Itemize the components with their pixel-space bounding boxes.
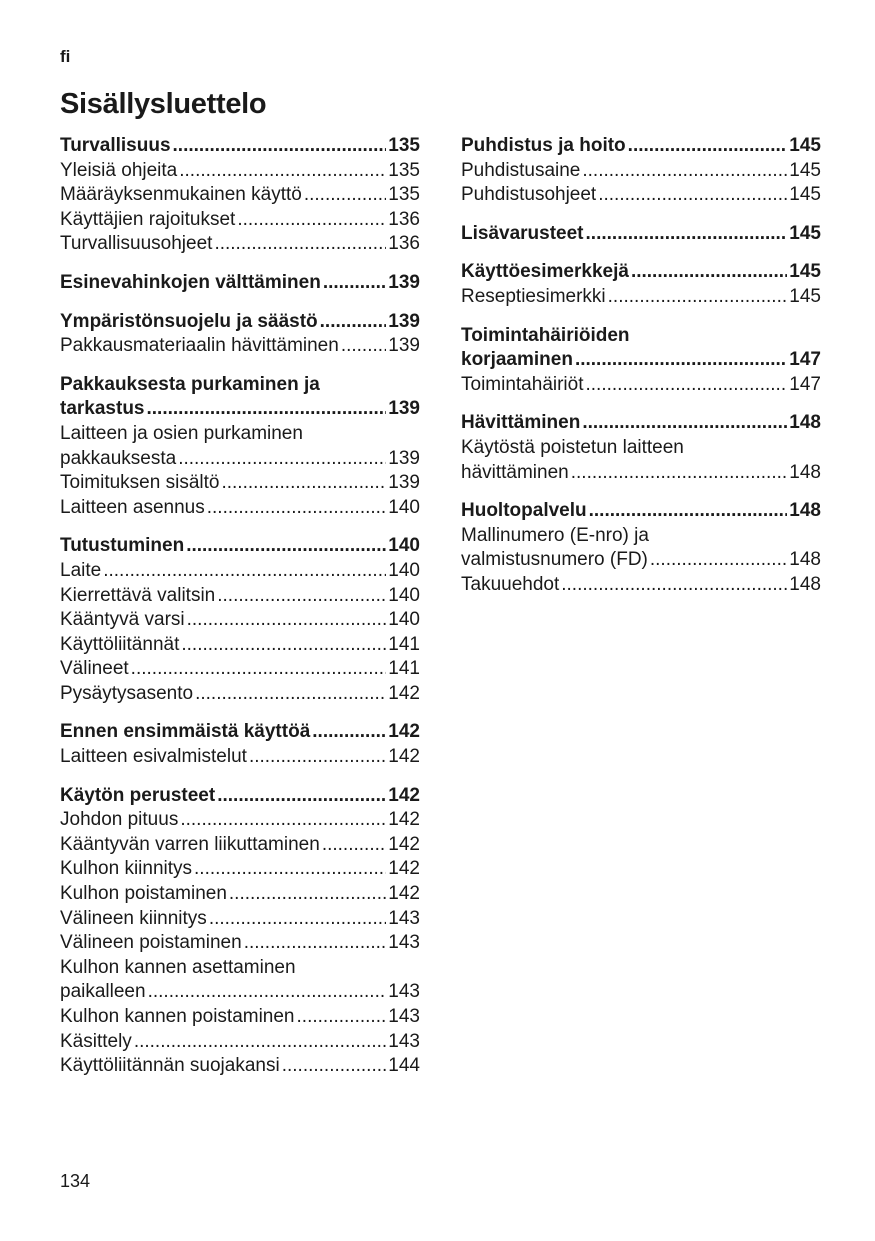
toc-heading-text: Lisävarusteet — [461, 222, 584, 244]
toc-heading-text: Ennen ensimmäistä käyttöä — [60, 721, 311, 743]
dot-leader — [194, 857, 386, 882]
toc-entry[interactable] — [60, 882, 420, 907]
toc-heading-line1: Pakkauksesta purkaminen ja — [60, 373, 320, 395]
toc-section — [60, 310, 420, 359]
toc-entry-text: Laitteen esivalmistelut — [60, 746, 247, 768]
toc-entry[interactable] — [60, 208, 420, 233]
toc-entry[interactable] — [60, 833, 420, 858]
page-ref: 135 — [388, 159, 420, 181]
dot-leader — [631, 260, 787, 285]
dot-leader — [214, 232, 386, 257]
toc-heading[interactable] — [461, 348, 821, 373]
dot-leader — [209, 907, 386, 932]
toc-heading-text: Käyttöesimerkkejä — [461, 261, 629, 283]
toc-heading[interactable] — [60, 271, 420, 296]
dot-leader — [244, 931, 387, 956]
toc-entry-text: Kääntyvän varren liikuttaminen — [60, 833, 320, 855]
toc-entry-text: Käyttöliitännän suojakansi — [60, 1055, 280, 1077]
dot-leader — [650, 548, 787, 573]
dot-leader — [628, 134, 788, 159]
dot-leader — [187, 608, 387, 633]
toc-heading[interactable] — [461, 499, 821, 524]
toc-entry-text: Kulhon kannen poistaminen — [60, 1006, 295, 1027]
page-ref: 145 — [789, 285, 821, 307]
toc-entry-text: pakkauksesta — [60, 447, 177, 469]
page-ref: 143 — [388, 1006, 420, 1027]
toc-entry[interactable] — [60, 584, 420, 609]
toc-entry-text: Toimintahäiriöt — [461, 373, 584, 395]
toc-entry-text: Kulhon poistaminen — [60, 883, 227, 905]
page-ref: 136 — [388, 208, 420, 230]
toc-entry-text: Kulhon kiinnitys — [60, 858, 193, 880]
toc-heading[interactable] — [461, 411, 821, 436]
page-ref: 142 — [388, 809, 420, 831]
toc-entry-text: Pakkausmateriaalin hävittäminen — [60, 335, 339, 357]
toc-entry[interactable] — [461, 183, 821, 208]
dot-leader — [229, 882, 386, 907]
dot-leader — [180, 808, 386, 833]
toc-section — [461, 324, 821, 398]
page-ref: 140 — [388, 496, 420, 518]
toc-entry[interactable] — [60, 1005, 420, 1030]
dot-leader — [186, 534, 386, 559]
toc-entry-text: paikalleen — [60, 981, 146, 1003]
toc-heading[interactable] — [60, 310, 420, 335]
toc-entry[interactable] — [60, 496, 420, 521]
dot-leader — [103, 559, 386, 584]
dot-leader — [608, 285, 788, 310]
page-ref: 139 — [388, 310, 420, 332]
toc-entry[interactable] — [60, 447, 420, 472]
page-ref: 139 — [388, 335, 420, 357]
toc-heading[interactable] — [461, 134, 821, 159]
toc-entry[interactable] — [60, 857, 420, 882]
toc-entry[interactable] — [60, 334, 420, 359]
toc-entry-text: Toimituksen sisältö — [60, 472, 220, 494]
toc-entry-line1: Laitteen ja osien purkaminen — [60, 422, 303, 444]
toc-entry[interactable] — [60, 608, 420, 633]
toc-entry[interactable] — [60, 907, 420, 932]
page-ref: 142 — [388, 784, 420, 806]
toc-section — [461, 222, 821, 247]
toc-heading[interactable] — [461, 260, 821, 285]
toc-entry-line1: Mallinumero (E-nro) ja — [461, 524, 649, 546]
page-ref: 136 — [388, 233, 420, 255]
toc-heading-text: Käytön perusteet — [60, 784, 216, 806]
toc-entry[interactable] — [461, 548, 821, 573]
toc-heading-text: Hävittäminen — [461, 412, 581, 434]
toc-entry-text: Yleisiä ohjeita — [60, 159, 178, 181]
toc-heading[interactable] — [461, 222, 821, 247]
dot-leader — [217, 784, 386, 809]
page-ref: 148 — [789, 549, 821, 571]
toc-section — [60, 784, 420, 1079]
toc-heading[interactable] — [60, 534, 420, 559]
toc-heading-text: Huoltopalvelu — [461, 500, 587, 522]
toc-entry-text: Käyttöliitännät — [60, 633, 180, 655]
toc-section — [60, 720, 420, 769]
toc-entry-line1: Kulhon kannen asettaminen — [60, 956, 296, 978]
toc-entry[interactable] — [461, 285, 821, 310]
dot-leader — [322, 833, 386, 858]
dot-leader — [297, 1005, 387, 1030]
toc-section — [60, 534, 420, 706]
toc-section — [461, 499, 821, 597]
dot-leader — [575, 348, 787, 373]
toc-heading-text: tarkastus — [60, 398, 145, 420]
toc-entry-text: Kierrettävä valitsin — [60, 584, 216, 606]
toc-entry-text: Välineen poistaminen — [60, 932, 242, 954]
dot-leader — [561, 573, 787, 598]
toc-section — [461, 411, 821, 485]
page-ref: 143 — [388, 907, 420, 929]
page-ref: 139 — [388, 447, 420, 469]
toc-right-column — [461, 134, 821, 612]
toc-entry-text: Laitteen asennus — [60, 496, 205, 518]
toc-entry-text: Reseptiesimerkki — [461, 285, 606, 307]
dot-leader — [181, 633, 386, 658]
dot-leader — [282, 1054, 387, 1079]
toc-entry-text: Pysäytysasento — [60, 682, 194, 704]
dot-leader — [134, 1030, 386, 1055]
page-ref: 142 — [388, 833, 420, 855]
toc-entry[interactable] — [60, 633, 420, 658]
dot-leader — [323, 271, 386, 296]
toc-entry[interactable] — [60, 931, 420, 956]
dot-leader — [582, 411, 787, 436]
page-ref: 148 — [789, 573, 821, 595]
toc-entry[interactable] — [60, 1030, 420, 1055]
toc-heading-text: Puhdistus ja hoito — [461, 135, 626, 156]
toc-entry[interactable] — [60, 471, 420, 496]
page-ref: 142 — [388, 858, 420, 880]
toc-entry-text: Käsittely — [60, 1030, 132, 1052]
page-ref: 145 — [789, 261, 821, 283]
toc-entry-text: Takuuehdot — [461, 573, 560, 595]
page-ref: 140 — [388, 584, 420, 606]
dot-leader — [589, 499, 788, 524]
page-ref: 145 — [789, 222, 821, 244]
page-ref: 147 — [789, 349, 821, 371]
toc-section — [60, 373, 420, 521]
toc-entry[interactable] — [60, 682, 420, 707]
toc-section — [461, 260, 821, 309]
page-ref: 148 — [789, 412, 821, 434]
page-ref: 142 — [388, 883, 420, 905]
dot-leader — [582, 159, 787, 184]
page-ref: 143 — [388, 932, 420, 954]
toc-heading-text: Tutustuminen — [60, 535, 185, 557]
page-ref: 147 — [789, 373, 821, 395]
page-ref: 139 — [388, 472, 420, 494]
toc-entry[interactable] — [60, 1054, 420, 1079]
dot-leader — [131, 657, 387, 682]
toc-entry[interactable] — [60, 559, 420, 584]
page-ref: 135 — [388, 135, 420, 156]
toc-entry[interactable] — [60, 232, 420, 257]
toc-entry-text: Kääntyvä varsi — [60, 609, 185, 631]
toc-entry-text: hävittäminen — [461, 461, 569, 483]
page-title: Sisällysluettelo — [60, 88, 267, 120]
toc-entry[interactable] — [461, 461, 821, 486]
toc-entry-text: Turvallisuusohjeet — [60, 233, 213, 255]
toc-heading[interactable] — [60, 134, 420, 159]
dot-leader — [312, 720, 386, 745]
page-ref: 145 — [789, 135, 821, 156]
toc-entry-text: Määräyksenmukainen käyttö — [60, 184, 302, 206]
toc-section — [60, 271, 420, 296]
page-ref: 139 — [388, 271, 420, 293]
toc-entry-text: Puhdistusohjeet — [461, 184, 597, 206]
dot-leader — [179, 159, 386, 184]
page-ref: 140 — [388, 609, 420, 631]
toc-entry-text: Puhdistusaine — [461, 159, 581, 181]
dot-leader — [249, 745, 386, 770]
language-code: fi — [60, 47, 71, 66]
toc-entry-text: Välineet — [60, 658, 129, 680]
page-ref: 142 — [388, 682, 420, 704]
page-ref: 148 — [789, 500, 821, 522]
toc-entry-line1: Käytöstä poistetun laitteen — [461, 436, 684, 458]
page-ref: 144 — [388, 1055, 420, 1077]
toc-entry[interactable] — [461, 573, 821, 598]
page-ref: 143 — [388, 981, 420, 1003]
page-ref: 142 — [388, 721, 420, 743]
dot-leader — [195, 682, 386, 707]
dot-leader — [320, 310, 387, 335]
dot-leader — [148, 980, 387, 1005]
dot-leader — [237, 208, 386, 233]
page-ref: 141 — [388, 633, 420, 655]
toc-entry[interactable] — [60, 159, 420, 184]
toc-heading-text: Esinevahinkojen välttäminen — [60, 271, 321, 293]
toc-heading[interactable] — [60, 720, 420, 745]
page-ref: 142 — [388, 746, 420, 768]
toc-entry[interactable] — [60, 980, 420, 1005]
page-ref: 141 — [388, 658, 420, 680]
dot-leader — [598, 183, 787, 208]
toc-left-column — [60, 134, 420, 1093]
dot-leader — [217, 584, 386, 609]
toc-entry[interactable] — [60, 745, 420, 770]
toc-heading-text: Turvallisuus — [60, 135, 171, 156]
page-ref: 145 — [789, 159, 821, 181]
dot-leader — [207, 496, 387, 521]
toc-heading[interactable] — [60, 397, 420, 422]
page-ref: 143 — [388, 1030, 420, 1052]
toc-entry-text: valmistusnumero (FD) — [461, 549, 648, 571]
toc-entry-text: Laite — [60, 559, 102, 581]
page-ref: 135 — [388, 184, 420, 206]
dot-leader — [147, 397, 387, 422]
dot-leader — [586, 373, 788, 398]
dot-leader — [571, 461, 788, 486]
toc-entry-text: Välineen kiinnitys — [60, 907, 207, 929]
dot-leader — [178, 447, 386, 472]
dot-leader — [341, 334, 386, 359]
toc-entry[interactable] — [461, 373, 821, 398]
toc-section — [60, 134, 420, 257]
dot-leader — [173, 134, 387, 159]
toc-entry[interactable] — [60, 657, 420, 682]
toc-entry[interactable] — [60, 183, 420, 208]
dot-leader — [586, 222, 788, 247]
page-ref: 140 — [388, 535, 420, 557]
toc-section — [461, 134, 821, 208]
toc-entry-text: Käyttäjien rajoitukset — [60, 208, 236, 230]
toc-entry[interactable] — [461, 159, 821, 184]
dot-leader — [304, 183, 386, 208]
toc-heading[interactable] — [60, 784, 420, 809]
toc-heading-text: korjaaminen — [461, 349, 573, 371]
page-ref: 139 — [388, 398, 420, 420]
toc-entry[interactable] — [60, 808, 420, 833]
toc-heading-line1: Toimintahäiriöiden — [461, 324, 630, 346]
page-ref: 145 — [789, 184, 821, 206]
dot-leader — [221, 471, 386, 496]
page-ref: 140 — [388, 559, 420, 581]
toc-entry-text: Johdon pituus — [60, 809, 179, 831]
page-number: 134 — [60, 1171, 91, 1191]
toc-heading-text: Ympäristönsuojelu ja säästö — [60, 310, 318, 332]
page-ref: 148 — [789, 461, 821, 483]
